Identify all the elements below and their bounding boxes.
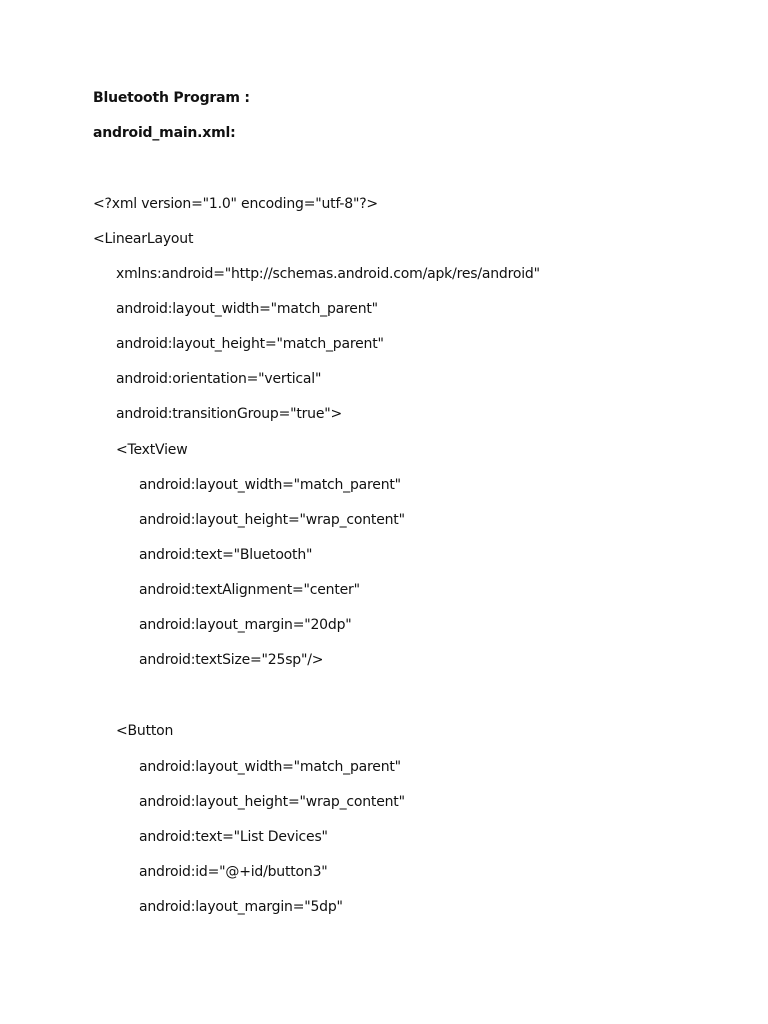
code-line: <TextView (116, 442, 188, 458)
code-line: <LinearLayout (93, 231, 194, 247)
code-line: xmlns:android="http://schemas.android.com/apk/res/android" (116, 266, 540, 282)
code-line: android:textAlignment="center" (139, 582, 360, 598)
code-line: android:text="List Devices" (139, 829, 328, 845)
code-line: <Button (116, 723, 174, 739)
code-line: android:layout_height="wrap_content" (139, 512, 405, 528)
code-line: android:layout_width="match_parent" (139, 759, 401, 775)
code-line: android:layout_height="wrap_content" (139, 794, 405, 810)
code-line: <?xml version="1.0" encoding="utf-8"?> (93, 196, 378, 212)
document-title: Bluetooth Program : (93, 90, 250, 106)
code-line: android:layout_height="match_parent" (116, 336, 384, 352)
code-line: android:transitionGroup="true"> (116, 406, 343, 422)
code-line: android:text="Bluetooth" (139, 547, 313, 563)
code-line: android:layout_width="match_parent" (116, 301, 378, 317)
code-line: android:layout_margin="20dp" (139, 617, 352, 633)
file-name-heading: android_main.xml: (93, 125, 236, 141)
code-line: android:id="@+id/button3" (139, 864, 328, 880)
code-line: android:layout_width="match_parent" (139, 477, 401, 493)
code-line: android:textSize="25sp"/> (139, 652, 324, 668)
code-line: android:layout_margin="5dp" (139, 899, 343, 915)
code-line: android:orientation="vertical" (116, 371, 322, 387)
